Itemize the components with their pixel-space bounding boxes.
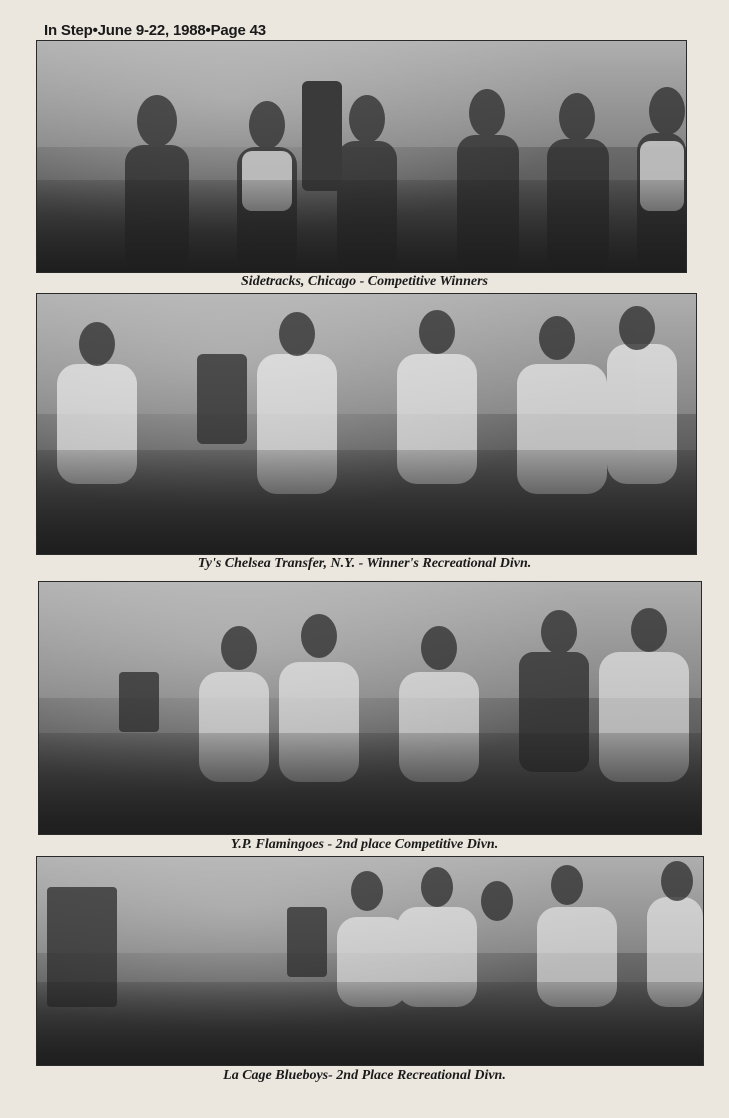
caption-tys-chelsea: Ty's Chelsea Transfer, N.Y. - Winner's Recreational Divn. [197, 556, 532, 571]
photo-foreground [37, 982, 703, 1065]
caption-sidetracks: Sidetracks, Chicago - Competitive Winners [241, 274, 488, 289]
photo-yp-flamingoes [38, 581, 702, 835]
photo-foreground [37, 450, 696, 554]
photo-foreground [37, 180, 686, 272]
caption-la-cage: La Cage Blueboys- 2nd Place Recreational Divn. [223, 1068, 506, 1083]
photo-foreground [39, 733, 701, 834]
page-header: In Step•June 9-22, 1988•Page 43 [44, 22, 266, 39]
photo-sidetracks [36, 40, 687, 273]
photo-tys-chelsea [36, 293, 697, 555]
photo-la-cage [36, 856, 704, 1066]
caption-yp-flamingoes: Y.P. Flamingoes - 2nd place Competitive Divn. [230, 837, 499, 852]
